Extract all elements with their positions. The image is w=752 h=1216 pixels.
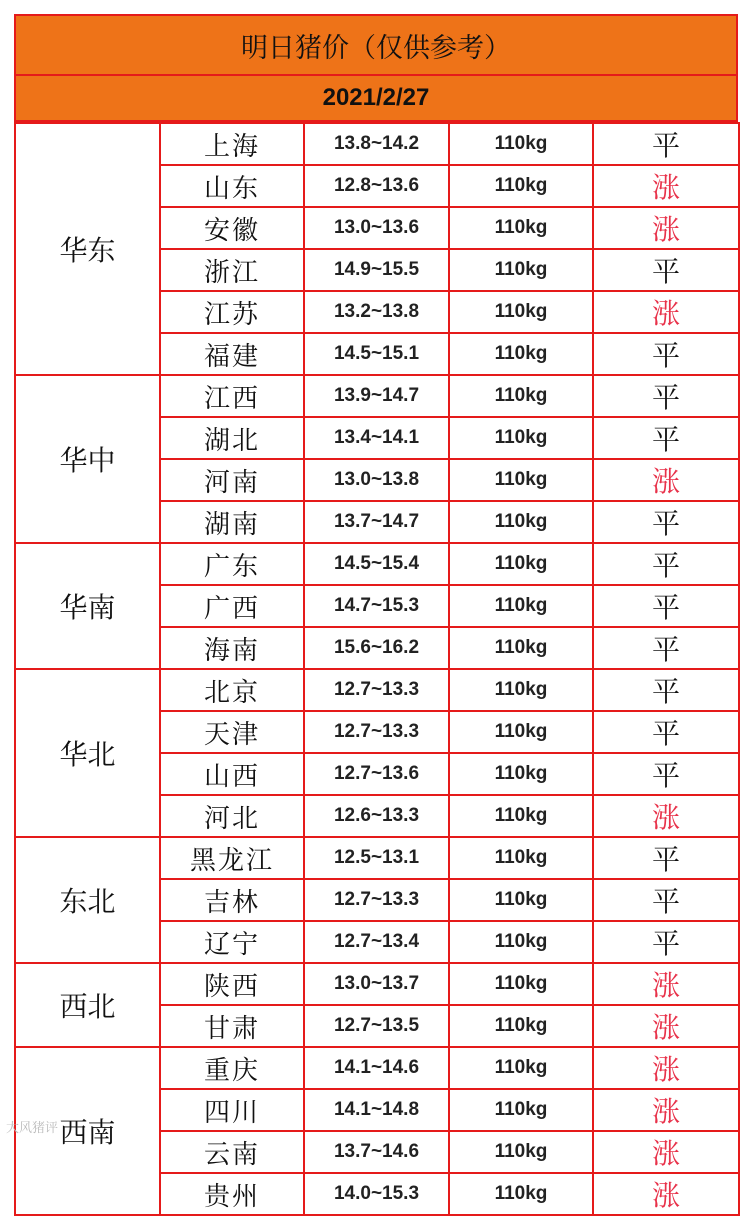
region-cell: 西南: [15, 1047, 160, 1215]
trend-cell: 平: [593, 333, 739, 375]
weight-cell: 110kg: [449, 795, 593, 837]
weight-cell: 110kg: [449, 123, 593, 165]
table-row: [15, 669, 739, 711]
province-cell: 上海: [160, 123, 304, 165]
price-range-cell: 13.0~13.7: [304, 963, 449, 1005]
price-range-cell: 13.4~14.1: [304, 417, 449, 459]
trend-cell: 涨: [593, 1131, 739, 1173]
province-cell: 广西: [160, 585, 304, 627]
province-cell: 江西: [160, 375, 304, 417]
trend-cell: 平: [593, 879, 739, 921]
province-cell: 湖南: [160, 501, 304, 543]
weight-cell: 110kg: [449, 291, 593, 333]
page-title: 明日猪价（仅供参考）: [14, 14, 738, 76]
table-row: [15, 543, 739, 585]
trend-cell: 涨: [593, 165, 739, 207]
price-range-cell: 14.1~14.8: [304, 1089, 449, 1131]
price-range-cell: 13.7~14.6: [304, 1131, 449, 1173]
table-row: [15, 123, 739, 165]
province-cell: 贵州: [160, 1173, 304, 1215]
region-cell: 华北: [15, 669, 160, 837]
province-cell: 辽宁: [160, 921, 304, 963]
region-cell: 西北: [15, 963, 160, 1047]
trend-cell: 涨: [593, 1173, 739, 1215]
province-cell: 浙江: [160, 249, 304, 291]
price-range-cell: 12.6~13.3: [304, 795, 449, 837]
price-range-cell: 12.7~13.3: [304, 669, 449, 711]
trend-cell: 平: [593, 837, 739, 879]
trend-cell: 平: [593, 711, 739, 753]
price-range-cell: 14.5~15.1: [304, 333, 449, 375]
weight-cell: 110kg: [449, 1089, 593, 1131]
trend-cell: 平: [593, 501, 739, 543]
province-cell: 河北: [160, 795, 304, 837]
weight-cell: 110kg: [449, 249, 593, 291]
province-cell: 吉林: [160, 879, 304, 921]
trend-cell: 涨: [593, 291, 739, 333]
province-cell: 云南: [160, 1131, 304, 1173]
price-range-cell: 13.2~13.8: [304, 291, 449, 333]
region-cell: 东北: [15, 837, 160, 963]
trend-cell: 平: [593, 585, 739, 627]
region-cell: 华中: [15, 375, 160, 543]
price-range-cell: 13.0~13.8: [304, 459, 449, 501]
trend-cell: 平: [593, 753, 739, 795]
trend-cell: 涨: [593, 207, 739, 249]
trend-cell: 涨: [593, 795, 739, 837]
weight-cell: 110kg: [449, 459, 593, 501]
price-sheet: [14, 14, 738, 1216]
weight-cell: 110kg: [449, 165, 593, 207]
trend-cell: 平: [593, 417, 739, 459]
province-cell: 福建: [160, 333, 304, 375]
price-range-cell: 14.1~14.6: [304, 1047, 449, 1089]
weight-cell: 110kg: [449, 1005, 593, 1047]
province-cell: 四川: [160, 1089, 304, 1131]
table-row: [15, 1047, 739, 1089]
trend-cell: 平: [593, 627, 739, 669]
price-range-cell: 12.8~13.6: [304, 165, 449, 207]
weight-cell: 110kg: [449, 585, 593, 627]
trend-cell: 平: [593, 921, 739, 963]
price-range-cell: 12.7~13.6: [304, 753, 449, 795]
weight-cell: 110kg: [449, 543, 593, 585]
province-cell: 海南: [160, 627, 304, 669]
province-cell: 黑龙江: [160, 837, 304, 879]
province-cell: 安徽: [160, 207, 304, 249]
weight-cell: 110kg: [449, 501, 593, 543]
province-cell: 山东: [160, 165, 304, 207]
trend-cell: 平: [593, 669, 739, 711]
price-range-cell: 13.7~14.7: [304, 501, 449, 543]
trend-cell: 涨: [593, 1089, 739, 1131]
price-range-cell: 14.7~15.3: [304, 585, 449, 627]
province-cell: 甘肃: [160, 1005, 304, 1047]
price-range-cell: 12.7~13.3: [304, 711, 449, 753]
province-cell: 重庆: [160, 1047, 304, 1089]
weight-cell: 110kg: [449, 1173, 593, 1215]
province-cell: 河南: [160, 459, 304, 501]
province-cell: 湖北: [160, 417, 304, 459]
weight-cell: 110kg: [449, 207, 593, 249]
weight-cell: 110kg: [449, 1047, 593, 1089]
region-cell: 华东: [15, 123, 160, 375]
trend-cell: 涨: [593, 963, 739, 1005]
province-cell: 山西: [160, 753, 304, 795]
weight-cell: 110kg: [449, 1131, 593, 1173]
region-cell: 华南: [15, 543, 160, 669]
province-cell: 陕西: [160, 963, 304, 1005]
table-row: [15, 963, 739, 1005]
weight-cell: 110kg: [449, 417, 593, 459]
weight-cell: 110kg: [449, 627, 593, 669]
weight-cell: 110kg: [449, 837, 593, 879]
weight-cell: 110kg: [449, 963, 593, 1005]
price-range-cell: 14.0~15.3: [304, 1173, 449, 1215]
price-range-cell: 12.7~13.3: [304, 879, 449, 921]
table-row: [15, 375, 739, 417]
table-row: [15, 837, 739, 879]
weight-cell: 110kg: [449, 375, 593, 417]
date-header: 2021/2/27: [14, 76, 738, 122]
trend-cell: 平: [593, 375, 739, 417]
weight-cell: 110kg: [449, 753, 593, 795]
weight-cell: 110kg: [449, 669, 593, 711]
trend-cell: 平: [593, 249, 739, 291]
weight-cell: 110kg: [449, 333, 593, 375]
trend-cell: 涨: [593, 1005, 739, 1047]
price-range-cell: 15.6~16.2: [304, 627, 449, 669]
watermark: 大风猪评: [6, 1120, 59, 1135]
weight-cell: 110kg: [449, 711, 593, 753]
trend-cell: 涨: [593, 459, 739, 501]
province-cell: 天津: [160, 711, 304, 753]
weight-cell: 110kg: [449, 879, 593, 921]
price-range-cell: 13.9~14.7: [304, 375, 449, 417]
price-range-cell: 14.5~15.4: [304, 543, 449, 585]
price-range-cell: 13.8~14.2: [304, 123, 449, 165]
province-cell: 北京: [160, 669, 304, 711]
trend-cell: 平: [593, 543, 739, 585]
price-range-cell: 12.7~13.5: [304, 1005, 449, 1047]
price-range-cell: 14.9~15.5: [304, 249, 449, 291]
price-table: [14, 122, 740, 1216]
price-range-cell: 12.7~13.4: [304, 921, 449, 963]
price-range-cell: 12.5~13.1: [304, 837, 449, 879]
price-table-body: [15, 123, 739, 1215]
province-cell: 广东: [160, 543, 304, 585]
weight-cell: 110kg: [449, 921, 593, 963]
trend-cell: 平: [593, 123, 739, 165]
price-range-cell: 13.0~13.6: [304, 207, 449, 249]
province-cell: 江苏: [160, 291, 304, 333]
trend-cell: 涨: [593, 1047, 739, 1089]
